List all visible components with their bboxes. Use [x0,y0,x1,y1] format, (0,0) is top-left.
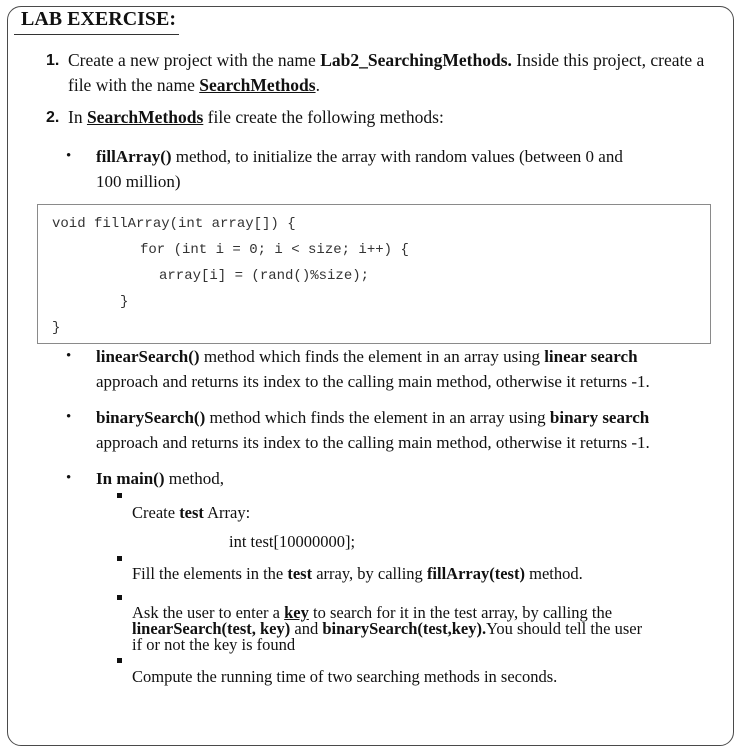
step-2-file-name: SearchMethods [86,107,204,127]
step-1-text-mid: Inside this project, create a file with the name [68,50,705,95]
ask-line1-b: to search for it in the test array, by calling the [308,603,613,622]
bullet-main [66,466,696,491]
step-1-number: 1. [46,52,60,69]
subitem-ask [132,605,702,653]
subitem-create [132,503,250,522]
bullet-dot: • [66,409,72,425]
binarysearch-desc-1: method which finds the element in an array using [205,408,550,427]
code-block [37,204,711,344]
step-1-text-pre: Create a new project with the name [68,50,321,70]
file-name: SearchMethods [199,75,316,95]
bullet-dot: • [66,470,72,486]
code-line-5: } [52,320,61,336]
fill-bold-1: test [287,564,313,583]
bullet-binarysearch [66,405,703,455]
linearsearch-bold: linear search [544,347,638,366]
square-marker [117,556,122,561]
linearsearch-desc-2: approach and returns its index to the calling main method, otherwise it returns -1. [96,372,650,391]
linearsearch-name: linearSearch() [96,347,200,366]
fill-post: method. [524,564,583,583]
fillarray-desc-2: 100 million) [96,172,181,191]
create-pre: Create [132,503,180,522]
bullet-linearsearch [66,344,703,394]
ask-binary-call: binarySearch(test,key). [322,619,487,638]
square-marker [117,658,122,663]
test-array-declaration: int test[10000000]; [229,532,356,551]
binarysearch-desc-2: approach and returns its index to the calling main method, otherwise it returns -1. [96,433,650,452]
square-marker [117,493,122,498]
subitem-fill [132,564,583,583]
ask-key: key [284,603,309,622]
linearsearch-desc-1: method which finds the element in an array using [199,347,545,366]
main-bold: In main() [96,469,165,488]
step-2 [46,105,708,130]
binarysearch-name: binarySearch() [96,408,206,427]
step-2-number: 2. [46,109,60,126]
title-underline [14,34,179,35]
ask-line3: if or not the key is found [132,635,296,654]
bullet-dot: • [66,348,72,364]
step-1-text-post: . [315,75,320,95]
subitem-compute: Compute the running time of two searching methods in seconds. [132,667,558,686]
code-line-1: void fillArray(int array[]) { [52,216,296,232]
fill-bold-2: fillArray(test) [426,564,525,583]
page-title: LAB EXERCISE: [21,8,177,30]
main-text: method, [164,469,224,488]
create-post: Array: [203,503,251,522]
create-bold: test [179,503,204,522]
ask-and: and [290,619,323,638]
ask-line1-a: Ask the user to enter a [132,603,285,622]
binarysearch-bold: binary search [549,408,650,427]
square-marker [117,595,122,600]
ask-linear-call: linearSearch(test, key) [132,619,291,638]
code-line-2: for (int i = 0; i < size; i++) { [140,242,409,258]
code-line-4: } [120,294,129,310]
step-1 [46,48,708,98]
bullet-dot: • [66,148,72,164]
fillarray-desc-1: method, to initialize the array with random values (between 0 and [171,147,623,166]
fill-pre: Fill the elements in the [132,564,288,583]
project-name: Lab2_SearchingMethods. [320,50,512,70]
ask-line2-d: You should tell the user [486,619,643,638]
fill-mid: array, by calling [312,564,427,583]
step-2-text-post: file create the following methods: [203,107,444,127]
bullet-fillarray [66,144,706,194]
step-2-text-pre: In [68,107,87,127]
fillarray-name: fillArray() [96,147,172,166]
code-line-3: array[i] = (rand()%size); [159,268,370,284]
